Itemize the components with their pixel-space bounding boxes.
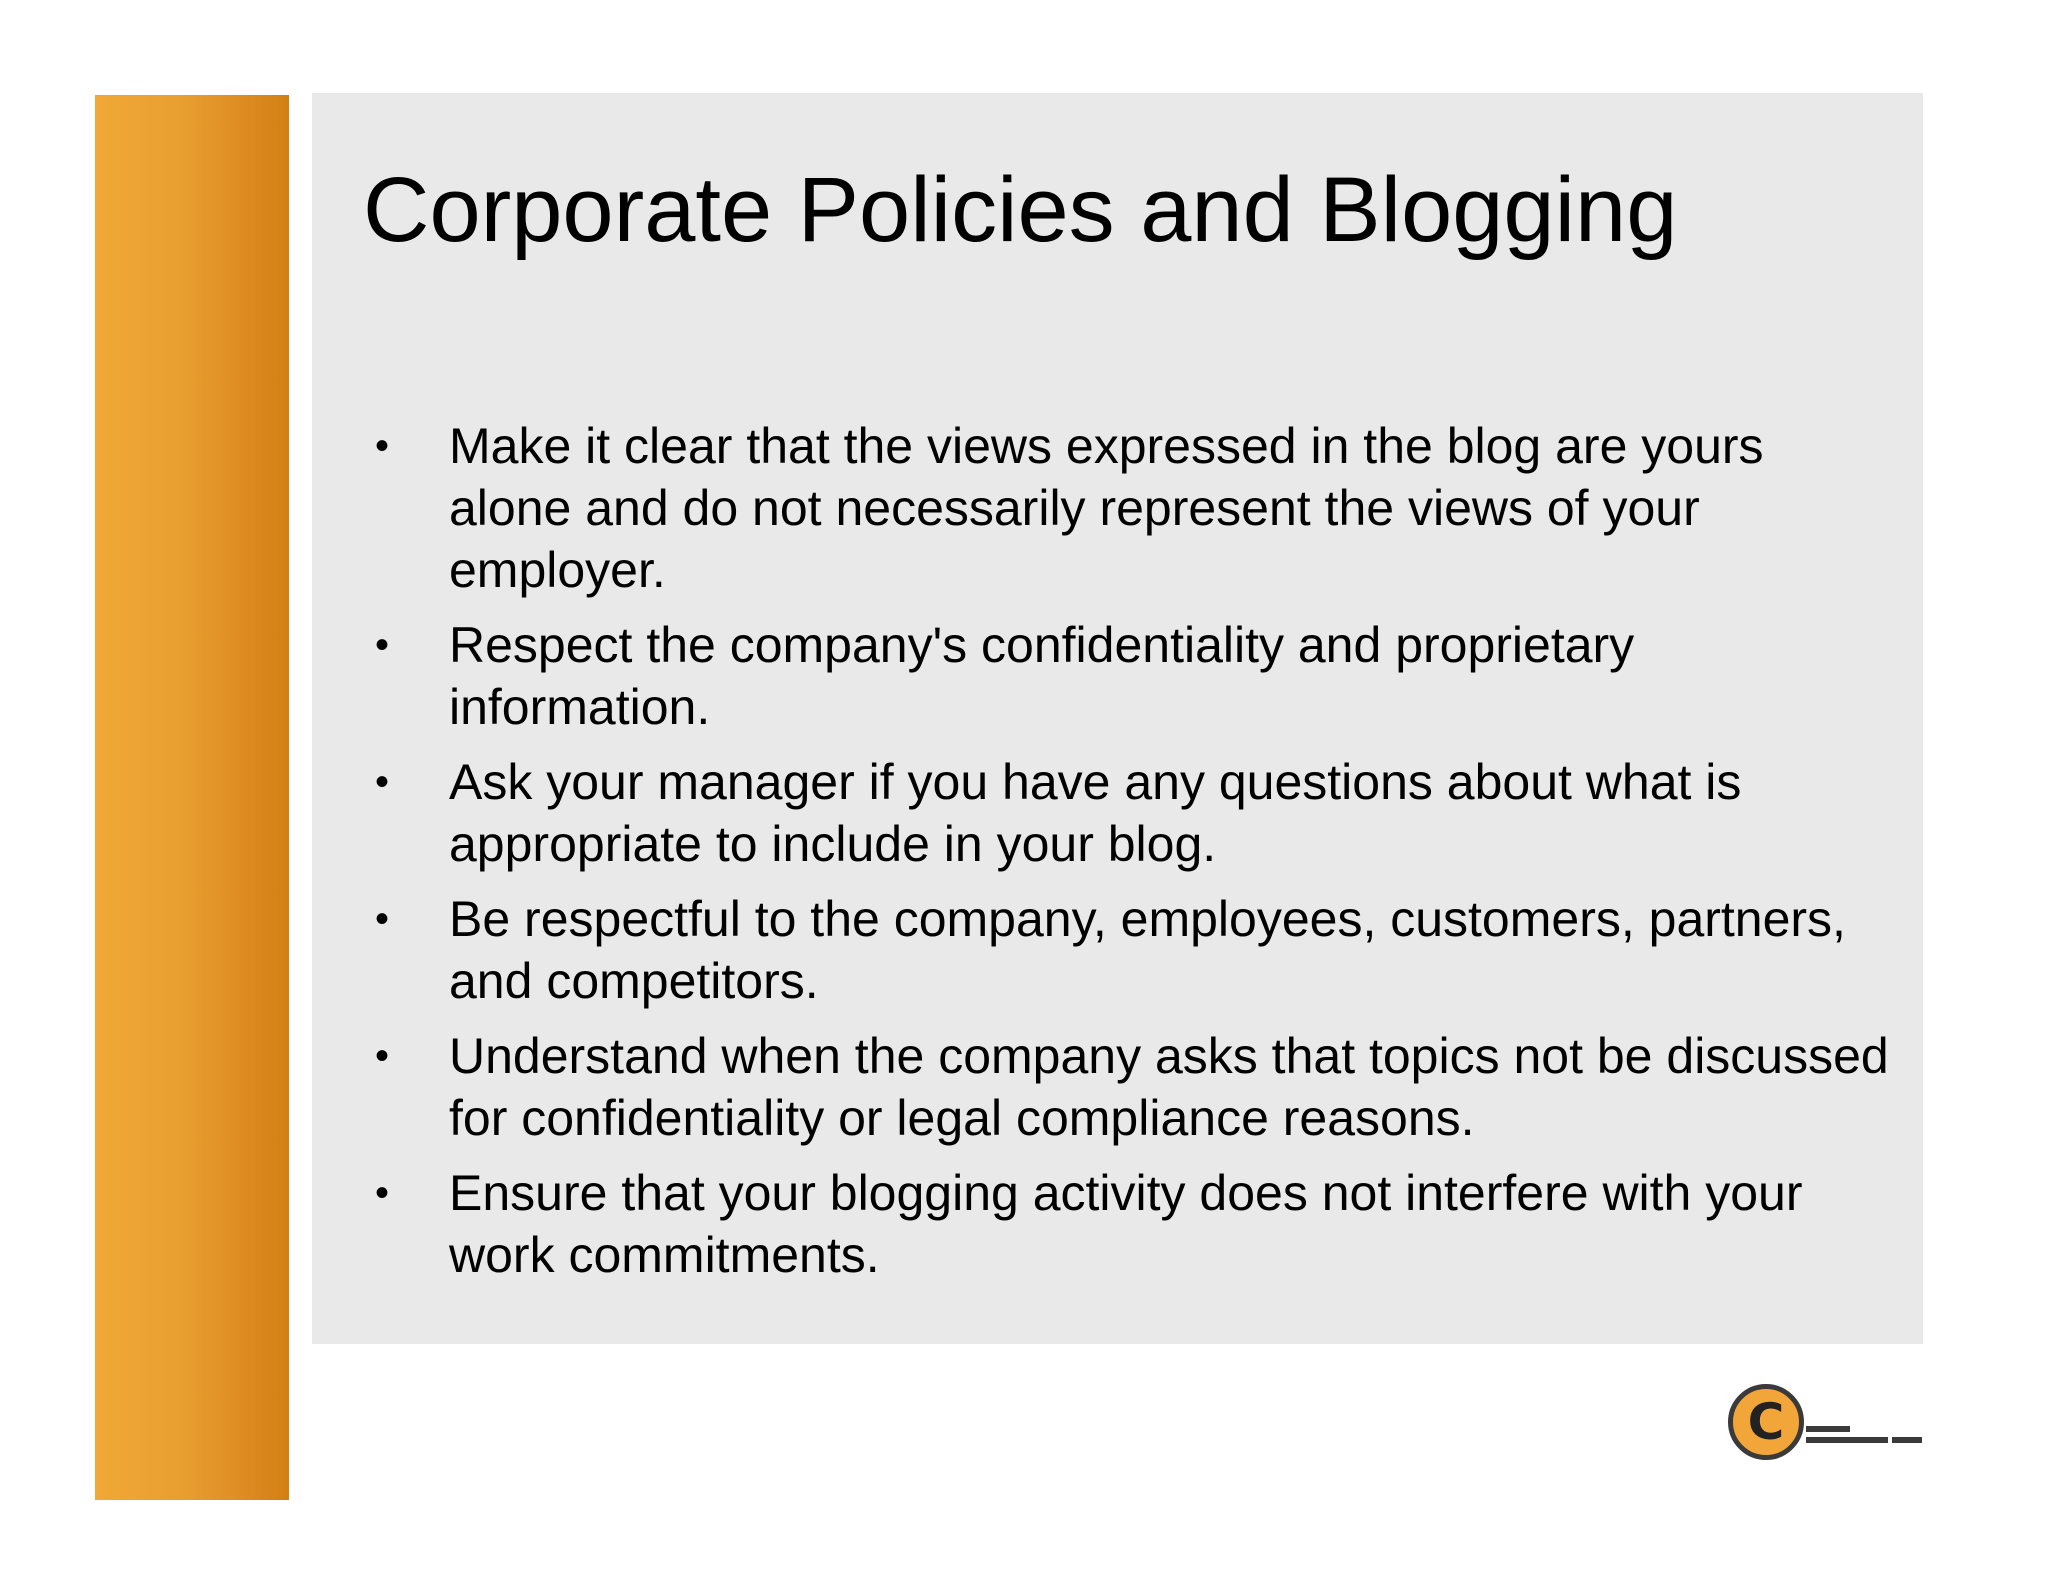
bullet-point-icon: •	[375, 897, 390, 941]
c-circle-logo-icon	[1728, 1384, 1804, 1460]
bullet-point-icon: •	[375, 1171, 390, 1215]
bullet-text: Understand when the company asks that topics not be discussed for confidentiality or legal compliance reasons.	[449, 1028, 1889, 1146]
bullet-point-icon: •	[375, 623, 390, 667]
bullet-item	[375, 888, 1895, 1012]
bullet-text: Make it clear that the views expressed in the blog are yours alone and do not necessarily represent the views of your employer.	[449, 418, 1764, 598]
bullet-text: Ask your manager if you have any questions about what is appropriate to include in your blog.	[449, 754, 1742, 872]
bullet-item	[375, 751, 1895, 875]
bullet-text: Be respectful to the company, employees, customers, partners, and competitors.	[449, 891, 1846, 1009]
company-logo	[1724, 1380, 1924, 1472]
bullet-list	[375, 415, 1895, 1299]
bullet-item	[375, 1025, 1895, 1149]
bullet-point-icon: •	[375, 760, 390, 804]
bullet-item	[375, 1162, 1895, 1286]
bullet-point-icon: •	[375, 1034, 390, 1078]
bullet-text: Ensure that your blogging activity does not interfere with your work commitments.	[449, 1165, 1803, 1283]
slide-title: Corporate Policies and Blogging	[363, 159, 1678, 261]
bullet-item	[375, 415, 1895, 601]
bullet-point-icon: •	[375, 424, 390, 468]
logo-wordmark-graphic	[1806, 1424, 1924, 1450]
bullet-text: Respect the company's confidentiality and proprietary information.	[449, 617, 1635, 735]
orange-accent-bar	[95, 95, 289, 1500]
logo-letter: C	[1747, 1393, 1785, 1451]
logo-wordmark	[1806, 1424, 1924, 1453]
bullet-item	[375, 614, 1895, 738]
